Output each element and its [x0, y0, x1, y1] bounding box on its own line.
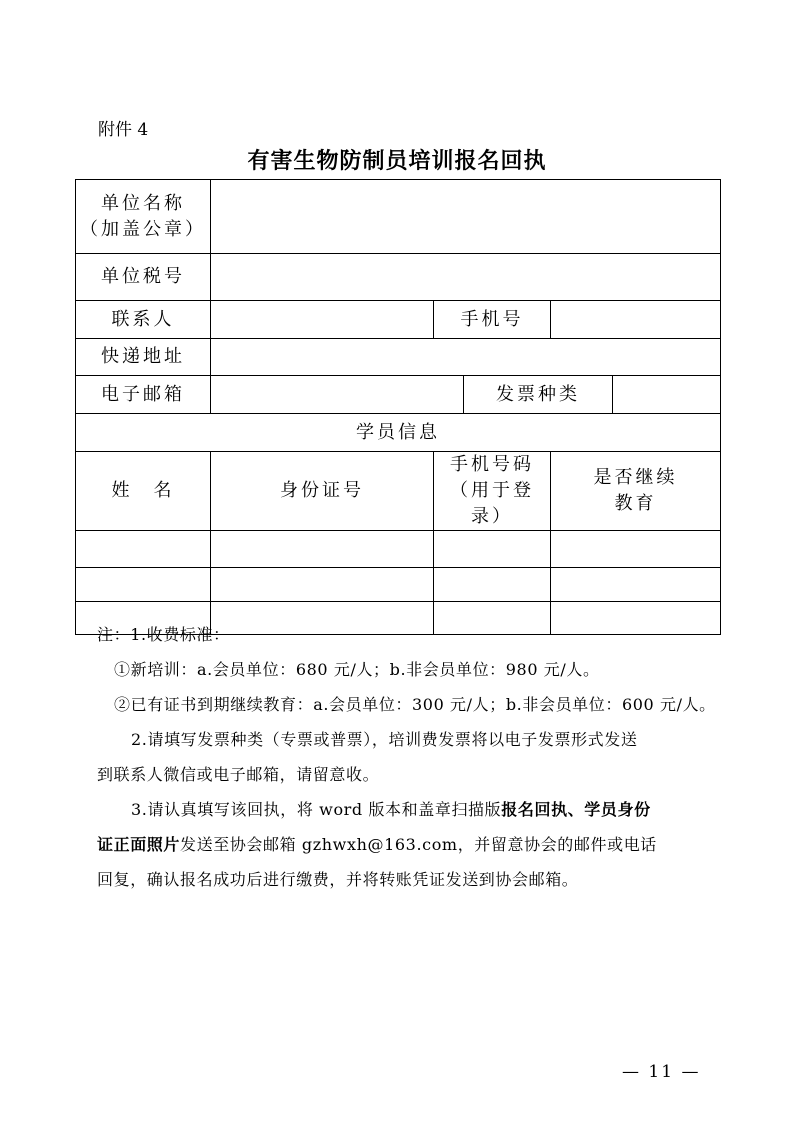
- student-continuing-cell[interactable]: [551, 531, 721, 568]
- note-fee-new: ①新培训：a.会员单位：680 元/人；b.非会员单位：980 元/人。: [114, 660, 600, 679]
- phone-field[interactable]: [551, 301, 721, 339]
- contact-row: [76, 301, 721, 339]
- col-continuing-header: [551, 452, 721, 531]
- note-invoice-line1: 2.请填写发票种类（专票或普票），培训费发票将以电子发票形式发送: [131, 730, 638, 749]
- note-invoice-line2: 到联系人微信或电子邮箱，请留意收。: [97, 765, 380, 784]
- unit-name-label: [76, 180, 211, 254]
- col-name-header: 姓 名: [76, 452, 211, 531]
- col-phone-header: [434, 452, 551, 531]
- tax-id-label: 单位税号: [76, 254, 211, 301]
- email-field[interactable]: [211, 376, 464, 414]
- student-info-row: [76, 414, 721, 452]
- note-submit-text1: 3.请认真填写该回执，将 word 版本和盖章扫描版: [131, 800, 502, 819]
- note-submit-line2: [97, 827, 707, 862]
- note-submit-text2: 发送至协会邮箱 gzhwxh@163.com，并留意协会的邮件或电话: [180, 835, 657, 854]
- student-id-cell[interactable]: [211, 531, 434, 568]
- note-submit-line1: [97, 792, 707, 827]
- page-number: — 11 —: [622, 1062, 701, 1082]
- student-info-heading: 学员信息: [76, 414, 721, 452]
- email-row: [76, 376, 721, 414]
- notes-section: [97, 622, 716, 897]
- student-phone-cell[interactable]: [434, 568, 551, 602]
- col-phone-header-line1: 手机号码: [450, 454, 534, 475]
- note-fee-continuing: ②已有证书到期继续教育：a.会员单位：300 元/人；b.非会员单位：600 元/人。: [114, 695, 716, 714]
- student-id-cell[interactable]: [211, 568, 434, 602]
- tax-id-row: [76, 254, 721, 301]
- attachment-label: 附件 4: [98, 120, 149, 140]
- student-continuing-cell[interactable]: [551, 568, 721, 602]
- unit-name-field[interactable]: [211, 180, 721, 254]
- unit-name-label-line1: 单位名称: [101, 192, 185, 214]
- registration-form-table: [75, 179, 721, 635]
- unit-name-label-line2: （加盖公章）: [80, 218, 206, 240]
- address-label: 快递地址: [76, 339, 211, 376]
- student-name-cell[interactable]: [76, 568, 211, 602]
- col-continuing-header-line2: 教育: [614, 493, 657, 514]
- col-phone-header-line2: （用于登录）: [450, 480, 534, 527]
- page-title: 有害生物防制员培训报名回执: [247, 148, 547, 174]
- address-field[interactable]: [211, 339, 721, 376]
- invoice-type-field[interactable]: [613, 376, 721, 414]
- student-row: [76, 568, 721, 602]
- student-header-row: [76, 452, 721, 531]
- student-phone-cell[interactable]: [434, 531, 551, 568]
- contact-field[interactable]: [211, 301, 434, 339]
- col-continuing-header-line1: 是否继续: [593, 467, 678, 488]
- address-row: [76, 339, 721, 376]
- invoice-type-label: 发票种类: [464, 376, 613, 414]
- note-submit-bold2: 证正面照片: [97, 835, 181, 854]
- contact-label: 联系人: [76, 301, 211, 339]
- note-submit-line3: 回复，确认报名成功后进行缴费，并将转账凭证发送到协会邮箱。: [97, 870, 579, 889]
- col-id-header: 身份证号: [211, 452, 434, 531]
- unit-name-row: [76, 180, 721, 254]
- email-label: 电子邮箱: [76, 376, 211, 414]
- student-row: [76, 531, 721, 568]
- student-name-cell[interactable]: [76, 531, 211, 568]
- phone-label: 手机号: [434, 301, 551, 339]
- note-fee-heading: 注：1.收费标准：: [97, 625, 230, 644]
- tax-id-field[interactable]: [211, 254, 721, 301]
- note-submit-bold1: 报名回执、学员身份: [501, 800, 651, 819]
